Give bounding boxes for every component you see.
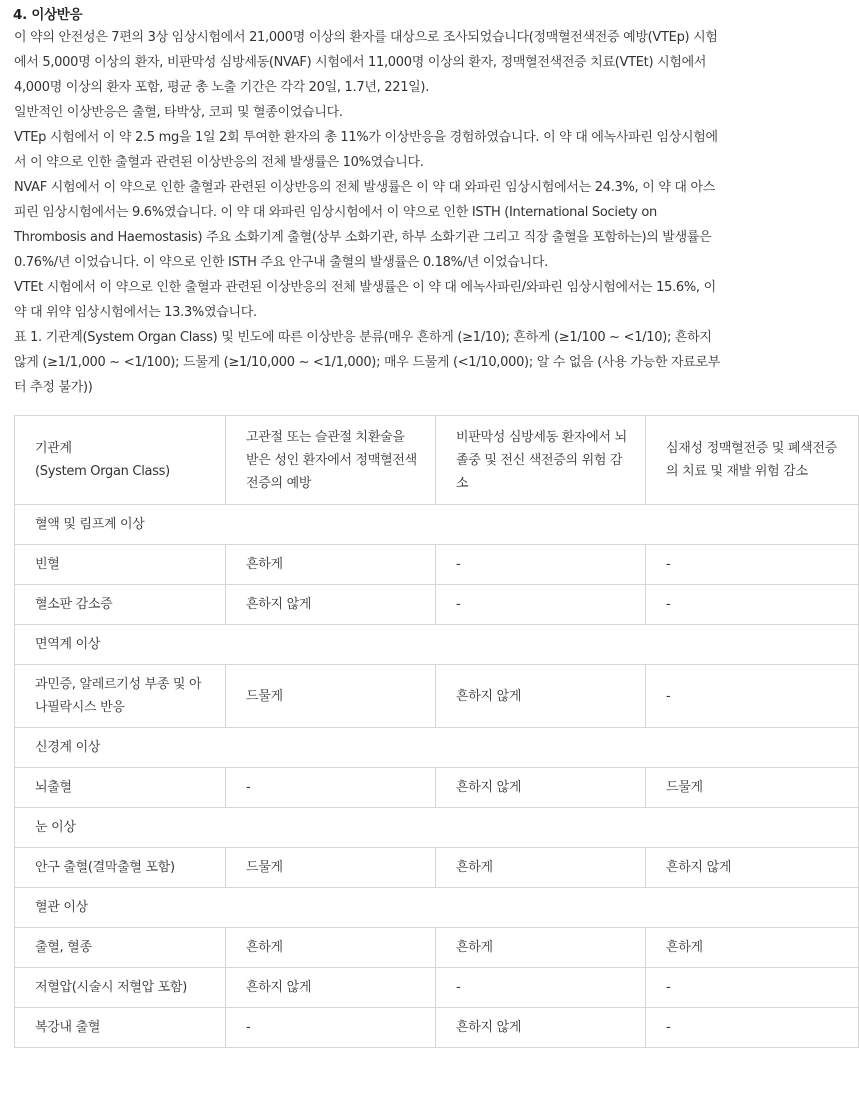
table-caption: 표 1. 기관계(System Organ Class) 및 빈도에 따른 이상반응 분류(매우 흔하게 (≥1/10); 흔하게 (≥1/100 ~ <1/10); 흔하지 않게 (≥1/1,000 ~ <1/100); 드물게 (≥1/10,000 ~ <1/1,000); 매우 드물게 (<1/10,000); 알 수 없음 (사용 가능한 자료로부터 추정 불가)) <box>14 330 721 395</box>
table-row <box>15 545 859 585</box>
section-body <box>13 25 724 400</box>
frequency-cell: - <box>436 585 646 625</box>
frequency-cell: - <box>436 968 646 1008</box>
frequency-cell: 흔하지 않게 <box>436 665 646 728</box>
reaction-name-cell: 빈혈 <box>15 545 226 585</box>
paragraph: VTEp 시험에서 이 약 2.5 mg을 1일 2회 투여한 환자의 총 11%가 이상반응을 경험하였습니다. 이 약 대 에녹사파린 임상시험에서 이 약으로 인한 출혈과 관련된 이상반응의 전체 발생률은 10%였습니다. <box>14 130 718 170</box>
frequency-cell: 흔하지 않게 <box>226 968 436 1008</box>
header-soc-korean: 기관계 <box>35 441 72 456</box>
table-group-row <box>15 505 859 545</box>
reaction-name-cell: 복강내 출혈 <box>15 1008 226 1048</box>
table-row <box>15 1008 859 1048</box>
table-group-row <box>15 625 859 665</box>
frequency-cell: 흔하게 <box>226 928 436 968</box>
reaction-name-cell: 뇌출혈 <box>15 768 226 808</box>
frequency-cell: 흔하지 않게 <box>436 1008 646 1048</box>
frequency-cell: - <box>646 545 859 585</box>
table-row <box>15 585 859 625</box>
frequency-cell: 흔하지 않게 <box>436 768 646 808</box>
organ-class-group: 눈 이상 <box>15 808 859 848</box>
header-cell: 비판막성 심방세동 환자에서 뇌졸중 및 전신 색전증의 위험 감소 <box>436 416 646 505</box>
paragraph: VTEt 시험에서 이 약으로 인한 출혈과 관련된 이상반응의 전체 발생률은 이 약 대 에녹사파린/와파린 임상시험에서는 15.6%, 이 약 대 위약 임상시험에서는 13.3%였습니다. <box>14 280 716 320</box>
frequency-cell: 드물게 <box>226 848 436 888</box>
frequency-cell: 드물게 <box>646 768 859 808</box>
organ-class-group: 면역계 이상 <box>15 625 859 665</box>
table-group-row <box>15 888 859 928</box>
header-cell <box>15 416 226 505</box>
frequency-cell: - <box>646 665 859 728</box>
frequency-cell: - <box>646 1008 859 1048</box>
frequency-cell: 흔하지 않게 <box>226 585 436 625</box>
table-row <box>15 928 859 968</box>
organ-class-group: 혈관 이상 <box>15 888 859 928</box>
table-row <box>15 768 859 808</box>
table-header-row <box>15 416 859 505</box>
table-group-row <box>15 808 859 848</box>
frequency-cell: - <box>646 968 859 1008</box>
adverse-reactions-table <box>14 415 859 1048</box>
header-soc-english: (System Organ Class) <box>35 464 170 479</box>
table-group-row <box>15 728 859 768</box>
reaction-name-cell: 안구 출혈(결막출혈 포함) <box>15 848 226 888</box>
reaction-name-cell: 저혈압(시술시 저혈압 포함) <box>15 968 226 1008</box>
reaction-name-cell: 출혈, 혈종 <box>15 928 226 968</box>
frequency-cell: 흔하게 <box>226 545 436 585</box>
frequency-cell: - <box>226 768 436 808</box>
table-row <box>15 968 859 1008</box>
header-cell: 고관절 또는 슬관절 치환술을 받은 성인 환자에서 정맥혈전색전증의 예방 <box>226 416 436 505</box>
frequency-cell: 흔하게 <box>646 928 859 968</box>
reaction-name-cell: 혈소판 감소증 <box>15 585 226 625</box>
table-row <box>15 848 859 888</box>
frequency-cell: - <box>646 585 859 625</box>
frequency-cell: - <box>436 545 646 585</box>
paragraph: NVAF 시험에서 이 약으로 인한 출혈과 관련된 이상반응의 전체 발생률은 이 약 대 와파린 임상시험에서는 24.3%, 이 약 대 아스피린 임상시험에서는 9.6%였습니다. 이 약 대 와파린 임상시험에서 이 약으로 인한 ISTH (International Society on Thrombosis and Haemostasis) 주요 소화기계 출혈(상부 소화기관, 하부 소화기관 그리고 직장 출혈을 포함하는)의 발생률은 0.76%/년 이었습니다. 이 약으로 인한 ISTH 주요 안구내 출혈의 발생률은 0.18%/년 이었습니다. <box>14 180 716 270</box>
frequency-cell: 흔하게 <box>436 928 646 968</box>
frequency-cell: 흔하지 않게 <box>646 848 859 888</box>
frequency-cell: 드물게 <box>226 665 436 728</box>
section-heading: 4. 이상반응 <box>13 7 83 23</box>
header-cell: 심재성 정맥혈전증 및 폐색전증의 치료 및 재발 위험 감소 <box>646 416 859 505</box>
organ-class-group: 혈액 및 림프계 이상 <box>15 505 859 545</box>
paragraph: 이 약의 안전성은 7편의 3상 임상시험에서 21,000명 이상의 환자를 대상으로 조사되었습니다(정맥혈전색전증 예방(VTEp) 시험에서 5,000명 이상의 환자, 비판막성 심방세동(NVAF) 시험에서 11,000명 이상의 환자, 정맥혈전색전증 치료(VTEt) 시험에서 4,000명 이상의 환자 포함, 평균 총 노출 기간은 각각 20일, 1.7년, 221일). <box>14 30 718 95</box>
organ-class-group: 신경계 이상 <box>15 728 859 768</box>
table-row <box>15 665 859 728</box>
paragraph: 일반적인 이상반응은 출혈, 타박상, 코피 및 혈종이었습니다. <box>14 105 343 120</box>
frequency-cell: 흔하게 <box>436 848 646 888</box>
reaction-name-cell: 과민증, 알레르기성 부종 및 아나필락시스 반응 <box>15 665 226 728</box>
frequency-cell: - <box>226 1008 436 1048</box>
table-body <box>15 505 859 1048</box>
